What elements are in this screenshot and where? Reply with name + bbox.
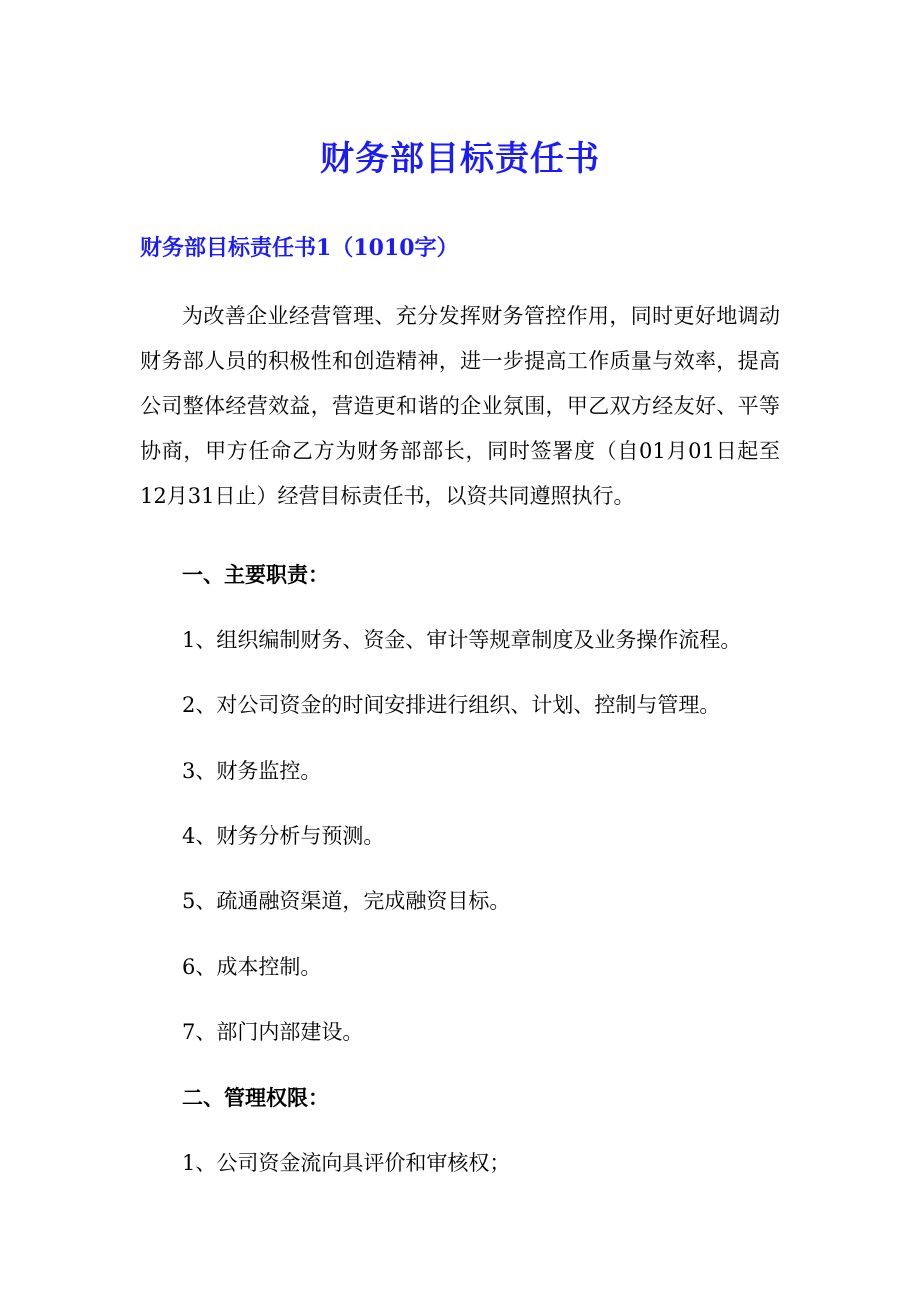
- list-item: 5、疏通融资渠道，完成融资目标。: [182, 889, 511, 913]
- list-item: 4、财务分析与预测。: [182, 824, 385, 848]
- list-item: 6、成本控制。: [182, 955, 322, 979]
- list-item: 1、组织编制财务、资金、审计等规章制度及业务操作流程。: [182, 628, 742, 652]
- section-heading: 财务部目标责任书1（1010字）: [140, 235, 459, 261]
- list-item: 2、对公司资金的时间安排进行组织、计划、控制与管理。: [182, 693, 721, 717]
- part1-heading: 一、主要职责：: [182, 562, 329, 587]
- part2-heading: 二、管理权限：: [182, 1085, 329, 1110]
- list-item: 1、公司资金流向具评价和审核权；: [182, 1151, 511, 1175]
- list-item: 3、财务监控。: [182, 759, 322, 783]
- intro-paragraph: 为改善企业经营管理、充分发挥财务管控作用，同时更好地调动财务部人员的积极性和创造精神，进一步提高工作质量与效率，提高公司整体经营效益，营造更和谐的企业氛围，甲乙双方经友好、平等协商，甲方任命乙方为财务部部长，同时签署度（自01月01日起至12月31日止）经营目标责任书，以资共同遵照执行。: [140, 304, 780, 508]
- document-title: 财务部目标责任书: [320, 139, 600, 179]
- list-item: 7、部门内部建设。: [182, 1020, 364, 1044]
